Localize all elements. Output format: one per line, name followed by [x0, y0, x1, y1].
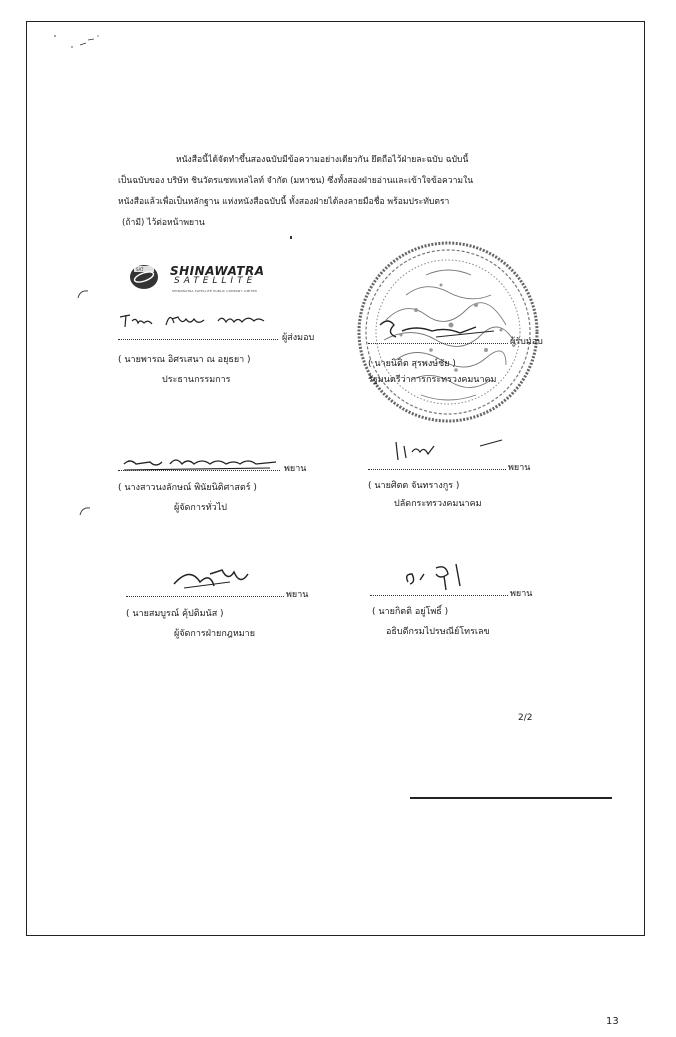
giver-role-label: ผู้ส่งมอบ: [282, 333, 315, 343]
witness-left-1-role-label: พยาน: [284, 464, 307, 474]
svg-text:SAT: SAT: [136, 267, 144, 272]
witness-right-1-position: ปลัดกระทรวงคมนาคม: [394, 499, 482, 509]
receiver-role-label: ผู้รับมอบ: [510, 337, 543, 347]
logo-line-1: SHINAWATRA: [170, 264, 265, 278]
giver-name: ( นายพารณ อิศรเสนา ณ อยุธยา ): [118, 355, 251, 365]
witness-right-2-position: อธิบดีกรมไปรษณีย์โทรเลข: [386, 627, 490, 637]
receiver-signature: [376, 315, 506, 343]
witness-right-1-name: ( นายศิตต จันทรางกูร ): [368, 481, 460, 491]
scan-specks: [50, 30, 110, 60]
logo-line-2: SATELLITE: [174, 276, 257, 286]
giver-signature-line: [118, 339, 278, 340]
witness-left-2-signature-line: [126, 596, 284, 597]
agreement-paragraph: [118, 150, 568, 234]
bottom-rule: [410, 797, 612, 799]
giver-signature: [118, 307, 278, 333]
witness-left-2-position: ผู้จัดการฝ่ายกฎหมาย: [174, 629, 256, 639]
witness-right-2-role-label: พยาน: [510, 589, 533, 599]
witness-left-1-name: ( นางสาวนงลักษณ์ พินัยนิติศาสตร์ ): [118, 483, 257, 493]
paragraph-line-1: หนังสือนี้ได้จัดทำขึ้นสองฉบับมีข้อความอย่างเดียวกัน ยึดถือไว้ฝ่ายละฉบับ ฉบับนี้: [176, 155, 469, 165]
witness-right-2-signature-line: [370, 595, 508, 596]
receiver-name: ( นายนิติต สุรพงษ์ชัย ): [368, 359, 456, 369]
logo-tagline: SHINAWATRA SATELLITE PUBLIC COMPANY LIMITED: [172, 289, 258, 293]
paragraph-line-3: หนังสือแล้วเพื่อเป็นหลักฐาน แห่งหนังสือฉบับนี้ ทั้งสองฝ่ายได้ลงลายมือชื่อ พร้อมประทับตรา: [118, 197, 450, 207]
margin-mark: [76, 288, 90, 300]
witness-left-2-role-label: พยาน: [286, 590, 309, 600]
witness-right-1-signature: [390, 436, 510, 468]
witness-right-1-role-label: พยาน: [508, 463, 531, 473]
page-marker: 2/2: [518, 713, 533, 723]
footer-page-number: 13: [606, 1016, 619, 1027]
witness-left-2-name: ( นายสมบูรณ์ คุ้ปติมนัส ): [126, 609, 224, 619]
paragraph-line-4: (ถ้ามี) ไว้ต่อหน้าพยาน: [122, 218, 205, 228]
shinawatra-satellite-logo: [128, 262, 278, 294]
margin-mark: [78, 505, 92, 517]
witness-left-1-position: ผู้จัดการทั่วไป: [174, 503, 227, 513]
giver-position: ประธานกรรมการ: [162, 375, 231, 385]
witness-right-1-signature-line: [368, 469, 506, 470]
witness-left-2-signature: [170, 562, 260, 596]
receiver-position: รัฐมนตรีว่าการกระทรวงคมนาคม: [368, 375, 497, 385]
satellite-dish-icon: [128, 262, 162, 292]
receiver-signature-line: [368, 343, 508, 344]
witness-right-2-name: ( นายกิตติ อยู่โพธิ์ ): [372, 607, 449, 617]
scan-speck: [290, 236, 292, 239]
witness-right-2-signature: [400, 560, 480, 596]
paragraph-line-2: เป็นฉบับของ บริษัท ชินวัตรแซทเทลไลท์ จำกัด (มหาชน) ซึ่งทั้งสองฝ่ายอ่านและเข้าใจข้อความใน: [118, 176, 474, 186]
witness-left-1-signature-line: [118, 470, 280, 471]
